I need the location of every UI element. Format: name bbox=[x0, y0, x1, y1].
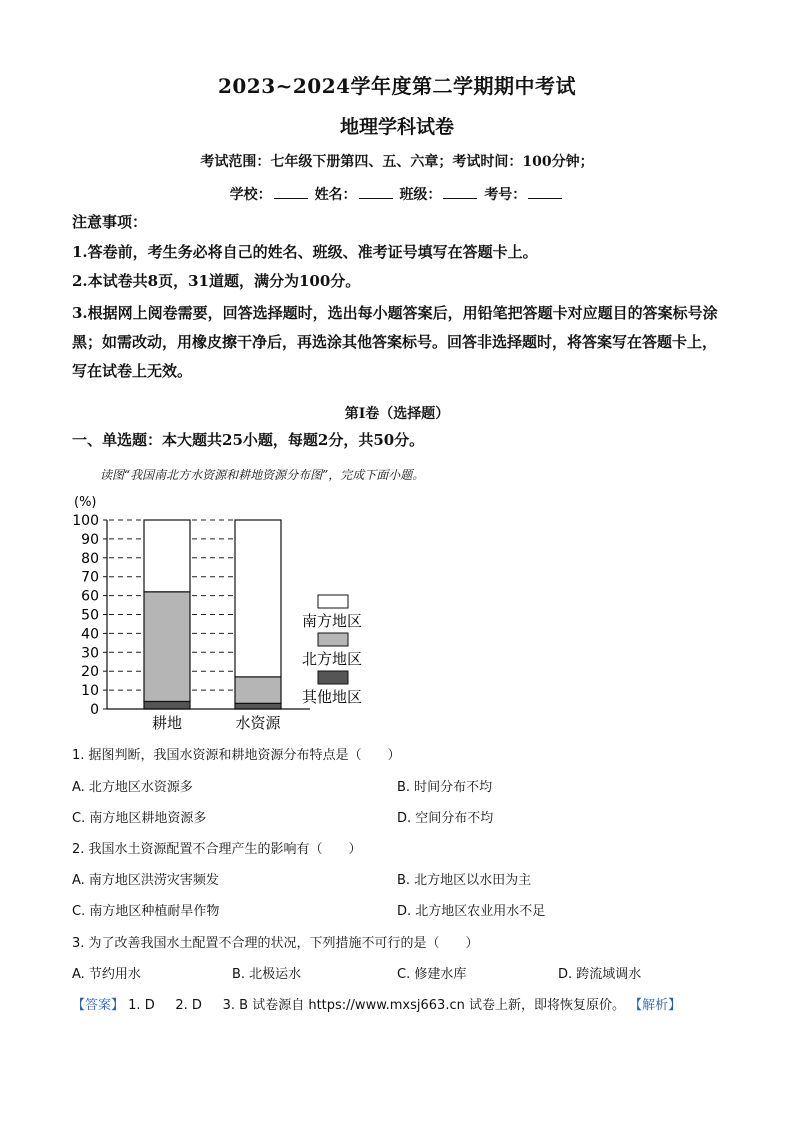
resource-distribution-chart bbox=[60, 488, 390, 738]
chart-intro: 读图“我国南北方水资源和耕地资源分布图”，完成下面小题。 bbox=[100, 468, 425, 482]
note-item-1: 1.答卷前，考生务必将自己的姓名、班级、准考证号填写在答题卡上。 bbox=[72, 243, 538, 261]
q3-option-c[interactable]: C. 修建水库 bbox=[397, 967, 467, 982]
y-tick-label: 70 bbox=[81, 569, 99, 586]
y-tick-label: 80 bbox=[81, 550, 99, 567]
q2-option-d[interactable]: D. 北方地区农业用水不足 bbox=[397, 904, 546, 919]
question-3-stem: 3. 为了改善我国水土配置不合理的状况，下列措施不可行的是（ ） bbox=[72, 936, 479, 951]
question-2-stem: 2. 我国水土资源配置不合理产生的影响有（ ） bbox=[72, 842, 362, 857]
answer-2: 2. D bbox=[175, 998, 202, 1013]
answer-label: 【答案】 bbox=[72, 998, 125, 1013]
y-axis-label: (%) bbox=[74, 495, 97, 510]
class-blank[interactable] bbox=[443, 184, 477, 199]
q1-option-d[interactable]: D. 空间分布不均 bbox=[397, 811, 494, 826]
q1-option-b[interactable]: B. 时间分布不均 bbox=[397, 780, 493, 795]
class-label: 班级： bbox=[399, 187, 442, 203]
x-category-label: 水资源 bbox=[235, 714, 281, 732]
question-1-stem: 1. 据图判断，我国水资源和耕地资源分布特点是（ ） bbox=[72, 748, 401, 763]
analysis-label: 【解析】 bbox=[629, 998, 682, 1013]
q2-option-b[interactable]: B. 北方地区以水田为主 bbox=[397, 873, 532, 888]
y-tick-label: 50 bbox=[81, 607, 99, 624]
legend-swatch bbox=[318, 595, 348, 608]
exam-scope: 考试范围：七年级下册第四、五、六章；考试时间：100分钟； bbox=[200, 154, 594, 170]
answer-line bbox=[72, 994, 681, 1013]
bar-耕地-北方地区 bbox=[144, 592, 190, 702]
x-category-label: 耕地 bbox=[151, 714, 183, 732]
q3-option-b[interactable]: B. 北极运水 bbox=[232, 967, 302, 982]
y-tick-label: 30 bbox=[81, 645, 99, 662]
section-heading: 一、单选题：本大题共25小题，每题2分，共50分。 bbox=[72, 431, 425, 449]
y-tick-label: 40 bbox=[81, 626, 99, 643]
y-tick-label: 60 bbox=[81, 588, 99, 605]
q3-option-d[interactable]: D. 跨流域调水 bbox=[558, 967, 642, 982]
id-label: 考号： bbox=[484, 187, 527, 203]
q2-option-a[interactable]: A. 南方地区洪涝灾害频发 bbox=[72, 873, 219, 888]
notes-heading: 注意事项： bbox=[72, 213, 148, 231]
q2-option-c[interactable]: C. 南方地区种植耐旱作物 bbox=[72, 904, 220, 919]
legend-swatch bbox=[318, 633, 348, 646]
exam-subtitle: 地理学科试卷 bbox=[339, 116, 454, 138]
legend-label: 南方地区 bbox=[302, 612, 363, 630]
answer-1: 1. D bbox=[128, 998, 155, 1013]
note-item-2: 2.本试卷共8页，31道题，满分为100分。 bbox=[72, 272, 361, 290]
y-tick-label: 100 bbox=[72, 513, 99, 529]
name-label: 姓名： bbox=[314, 187, 357, 203]
legend-label: 其他地区 bbox=[302, 688, 363, 706]
y-tick-label: 20 bbox=[81, 664, 99, 681]
bar-耕地-南方地区 bbox=[144, 520, 190, 592]
legend-label: 北方地区 bbox=[302, 650, 363, 668]
legend-swatch bbox=[318, 671, 348, 684]
y-tick-label: 10 bbox=[81, 683, 99, 700]
q1-option-a[interactable]: A. 北方地区水资源多 bbox=[72, 780, 193, 795]
q3-option-a[interactable]: A. 节约用水 bbox=[72, 967, 141, 982]
y-tick-label: 90 bbox=[81, 531, 99, 548]
section-title: 第Ⅰ卷（选择题） bbox=[344, 406, 450, 422]
bar-水资源-北方地区 bbox=[235, 677, 281, 703]
exam-title: 2023~2024学年度第二学期期中考试 bbox=[217, 74, 577, 98]
note-item-3: 3.根据网上阅卷需要，回答选择题时，选出每小题答案后，用铅笔把答题卡对应题目的答案标号涂黑；如需改动，用橡皮擦干净后，再选涂其他答案标号。回答非选择题时，将答案写在答题卡上，写在试卷上无效。 bbox=[72, 304, 718, 380]
bar-耕地-其他地区 bbox=[144, 701, 190, 709]
student-info-line bbox=[0, 184, 794, 204]
name-blank[interactable] bbox=[359, 184, 393, 199]
school-label: 学校： bbox=[229, 187, 272, 203]
y-tick-label: 0 bbox=[90, 702, 99, 718]
answer-3: 3. B bbox=[222, 998, 249, 1013]
source-note[interactable]: 试卷源自 https://www.mxsj663.cn 试卷上新，即将恢复原价。 bbox=[252, 998, 625, 1013]
id-blank[interactable] bbox=[528, 184, 562, 199]
school-blank[interactable] bbox=[274, 184, 308, 199]
q1-option-c[interactable]: C. 南方地区耕地资源多 bbox=[72, 811, 207, 826]
bar-水资源-南方地区 bbox=[235, 520, 281, 677]
bar-水资源-其他地区 bbox=[235, 703, 281, 709]
